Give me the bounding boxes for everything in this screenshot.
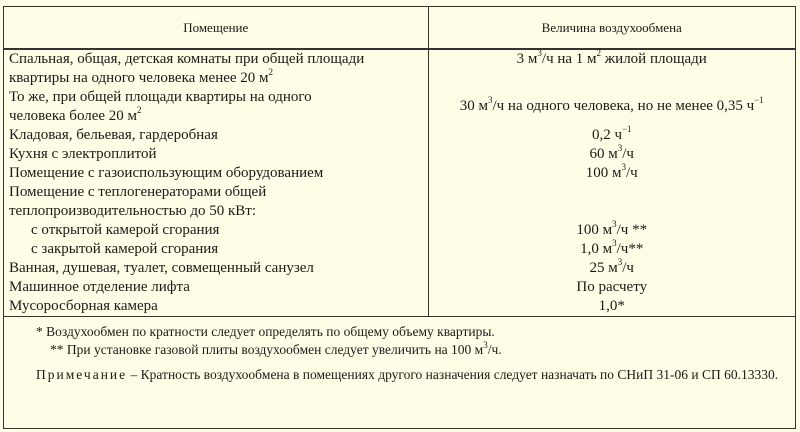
room-name: Спальная, общая, детская комнаты при общей площади квартиры на одного человека менее 20 $м^2$ (4, 49, 428, 88)
air-exchange-value: 25 $м^3/ч$ (589, 257, 634, 276)
air-exchange-value: 0,2 $ч^{-1}$ (591, 124, 632, 143)
air-exchange-value: 60 $м^3/ч$ (589, 143, 634, 162)
room-name: Мусоросборная камера (4, 297, 428, 317)
air-exchange-value: 100 $м^3/ч$ ** (576, 219, 648, 238)
table-header-row (4, 7, 795, 49)
footnote-2: ** При установке газовой плиты воздухообмен следует увеличить на 100 $м^3/ч$. (50, 339, 502, 357)
table-row (4, 297, 795, 317)
air-exchange-value: 30 $м^3/ч$ на одного человека, но не менее 0,35 $ч^{-1}$ (459, 95, 764, 114)
room-name: с открытой камерой сгорания (4, 221, 428, 240)
table-row (4, 240, 795, 259)
air-exchange-table (3, 6, 796, 429)
air-exchange-value: 100 $м^3/ч$ (585, 162, 638, 181)
air-exchange-value: 3 $м^3/ч$ на 1 $м^2$ жилой площади (516, 48, 707, 67)
air-exchange-value (428, 183, 795, 221)
room-name: Помещение с теплогенераторами общей теплопроизводительностью до 50 кВт: (4, 183, 428, 221)
table-row (4, 183, 795, 221)
room-name: Кухня с электроплитой (4, 145, 428, 164)
air-exchange-value: 1,0 $м^3/ч**$ (580, 238, 644, 257)
table-row (4, 278, 795, 297)
table-row (4, 88, 795, 126)
room-name: То же, при общей площади квартиры на одного человека более 20 $м^2$ (4, 88, 428, 126)
air-exchange-value: 1,0* (598, 298, 625, 314)
header-air-exchange: Величина воздухообмена (428, 7, 795, 49)
table-row (4, 259, 795, 278)
remark-label: Примечание (36, 367, 128, 382)
table-row (4, 164, 795, 183)
table-remark (12, 366, 787, 384)
table-notes-row (4, 317, 795, 385)
table-row (4, 221, 795, 240)
room-name: Помещение с газоиспользующим оборудованием (4, 164, 428, 183)
table-row (4, 126, 795, 145)
table-row (4, 49, 795, 88)
room-name: с закрытой камерой сгорания (4, 240, 428, 259)
remark-text: – Кратность воздухообмена в помещениях другого назначения следует назначать по СНиП 31-06 и СП 60.13330. (127, 367, 779, 382)
room-name: Ванная, душевая, туалет, совмещенный санузел (4, 259, 428, 278)
table-row (4, 145, 795, 164)
air-exchange-value: По расчету (576, 279, 648, 295)
table-notes (4, 317, 795, 385)
room-name: Кладовая, бельевая, гардеробная (4, 126, 428, 145)
footnote-1: * Воздухообмен по кратности следует определять по общему объему квартиры. (36, 324, 495, 339)
header-room: Помещение (4, 7, 428, 49)
room-name: Машинное отделение лифта (4, 278, 428, 297)
